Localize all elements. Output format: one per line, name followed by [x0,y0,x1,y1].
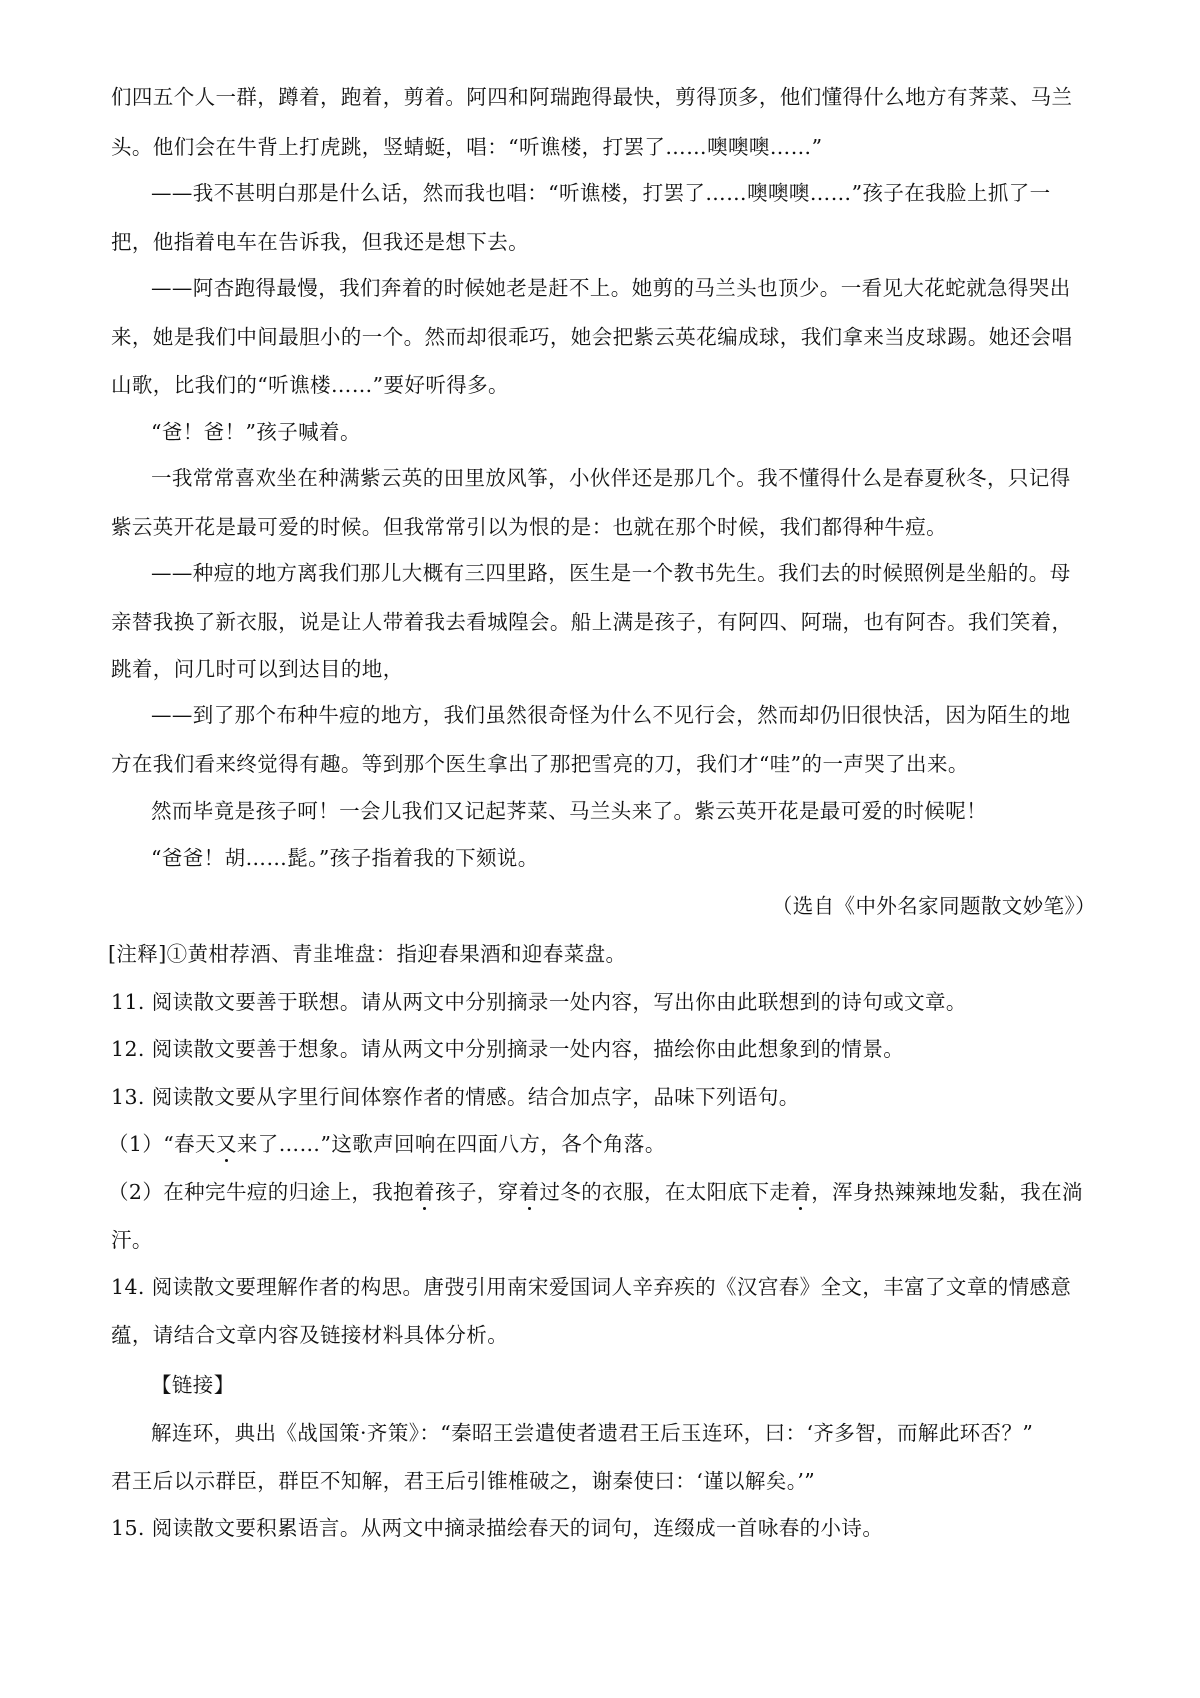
link-heading: 【链接】 [151,1373,235,1397]
paragraph-line: 一我常常喜欢坐在种满紫云英的田里放风筝，小伙伴还是那几个。我不懂得什么是春夏秋冬，只记得 [151,466,1071,490]
emphasis-dotted-char: 着 [790,1180,812,1204]
emphasis-dotted-char: 着 [414,1180,435,1204]
paragraph-line: 头。他们会在牛背上打虎跳，竖蜻蜓，唱：“听谯楼，打罢了……噢噢噢……” [111,135,823,159]
question-13-item-2: （2）在种完牛痘的归途上，我抱着孩子，穿着过冬的衣服，在太阳底下走着，浑身热辣辣地发黏，我在淌 [108,1180,1083,1204]
paragraph-line: 山歌，比我们的“听谯楼……”要好听得多。 [111,373,509,397]
paragraph-line: 汗。 [111,1228,153,1252]
paragraph-line: 们四五个人一群，蹲着，跑着，剪着。阿四和阿瑞跑得最快，剪得顶多，他们懂得什么地方有荠菜、马兰 [111,85,1073,109]
question-11: 11. 阅读散文要善于联想。请从两文中分别摘录一处内容，写出你由此联想到的诗句或文章。 [111,990,967,1014]
paragraph-line: ——我不甚明白那是什么话，然而我也唱：“听谯楼，打罢了……噢噢噢……”孩子在我脸上抓了一 [151,181,1051,205]
paragraph-line: 来，她是我们中间最胆小的一个。然而却很乖巧，她会把紫云英花编成球，我们拿来当皮球踢。她还会唱 [111,325,1073,349]
paragraph-line: 然而毕竟是孩子呵！一会儿我们又记起荠菜、马兰头来了。紫云英开花是最可爱的时候呢！ [151,799,987,823]
paragraph-line: 把，他指着电车在告诉我，但我还是想下去。 [111,230,529,254]
emphasis-dotted-char: 着 [518,1180,540,1204]
link-content-line: 君王后以示群臣，群臣不知解，君王后引锥椎破之，谢秦使曰：‘谨以解矣。’” [111,1469,816,1493]
question-13: 13. 阅读散文要从字里行间体察作者的情感。结合加点字，品味下列语句。 [111,1085,800,1109]
paragraph-line: 跳着，问几时可以到达目的地， [111,657,404,681]
question-13-item-1: （1）“春天又来了……”这歌声回响在四面八方，各个角落。 [108,1132,666,1156]
link-content-line: 解连环，典出《战国策·齐策》：“秦昭王尝遣使者遗君王后玉连环，曰：‘齐多智，而解此环否？” [151,1421,1034,1445]
paragraph-line: 亲替我换了新衣服，说是让人带着我去看城隍会。船上满是孩子，有阿四、阿瑞，也有阿杏。我们笑着， [111,610,1073,634]
source-citation: （选自《中外名家同题散文妙笔》） [771,894,1096,918]
paragraph-line: 蕴，请结合文章内容及链接材料具体分析。 [111,1323,509,1347]
paragraph-line: ——种痘的地方离我们那儿大概有三四里路，医生是一个教书先生。我们去的时候照例是坐船的。母 [151,561,1071,585]
paragraph-line: ——到了那个布种牛痘的地方，我们虽然很奇怪为什么不见行会，然而却仍旧很快活，因为陌生的地 [151,703,1071,727]
emphasis-dotted-char: 又 [215,1132,237,1156]
paragraph-line: “爸爸！胡……髭。”孩子指着我的下颏说。 [151,846,539,870]
question-15: 15. 阅读散文要积累语言。从两文中摘录描绘春天的词句，连缀成一首咏春的小诗。 [111,1516,884,1540]
annotation-note: [注释]①黄柑荐酒、青韭堆盘：指迎春果酒和迎春菜盘。 [108,942,627,966]
paragraph-line: ——阿杏跑得最慢，我们奔着的时候她老是赶不上。她剪的马兰头也顶少。一看见大花蛇就急得哭出 [151,276,1071,300]
question-14: 14. 阅读散文要理解作者的构思。唐弢引用南宋爱国词人辛弃疾的《汉宫春》全文，丰富了文章的情感意 [111,1275,1072,1299]
question-12: 12. 阅读散文要善于想象。请从两文中分别摘录一处内容，描绘你由此想象到的情景。 [111,1037,905,1061]
paragraph-line: 方在我们看来终觉得有趣。等到那个医生拿出了那把雪亮的刀，我们才“哇”的一声哭了出来。 [111,752,969,776]
paragraph-line: “爸！爸！”孩子喊着。 [151,420,361,444]
paragraph-line: 紫云英开花是最可爱的时候。但我常常引以为恨的是：也就在那个时候，我们都得种牛痘。 [111,515,947,539]
